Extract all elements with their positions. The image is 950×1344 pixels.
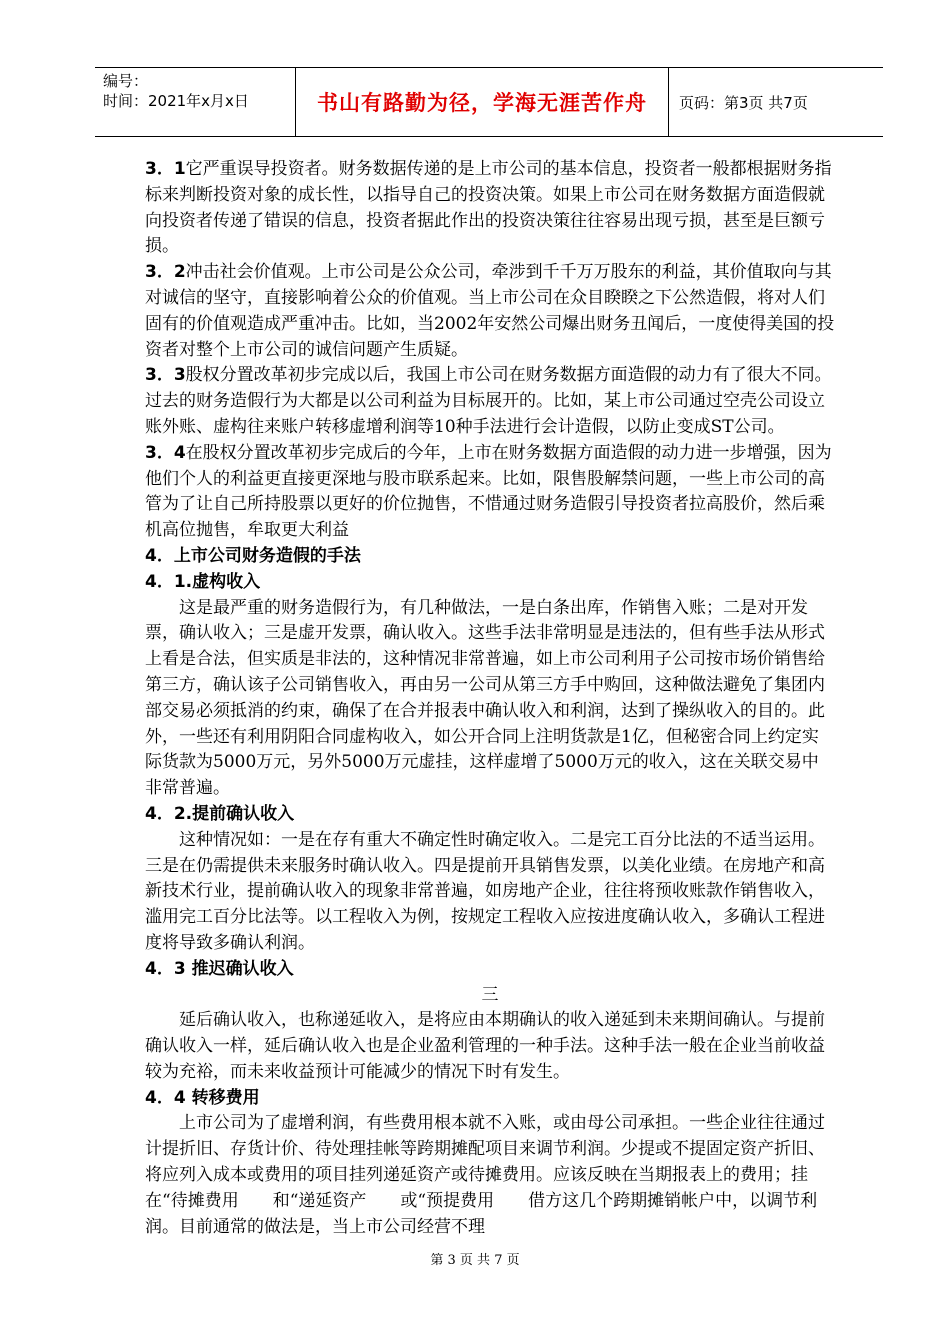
paragraph-text: 在股权分置改革初步完成后的今年，上市在财务数据方面造假的动力进一步增强，因为他们个人的利益更直接更深地与股市联系起来。比如，限售股解禁问题，一些上市公司的高管为了让自己所持股票以更好的价位抛售，不惜通过财务造假引导投资者拉高股价，然后乘机高位抛售，牟取更大利益: [145, 442, 832, 541]
header-meta: [95, 68, 295, 136]
header-page-info: 页码：第3页 共7页: [679, 93, 808, 112]
paragraph-lead: 3．3: [145, 365, 186, 386]
section-4-title: 4．上市公司财务造假的手法: [145, 545, 361, 566]
section-4-3-mark: 三: [481, 984, 499, 1005]
paragraph-text: 它严重误导投资者。财务数据传递的是上市公司的基本信息，投资者一般都根据财务指标来判断投资对象的成长性，以指导自己的投资决策。如果上市公司在财务数据方面造假就向投资者传递了错误的信息，投资者据此作出的投资决策往往容易出现亏损，甚至是巨额亏损。: [145, 159, 832, 257]
section-4-3-text: 延后确认收入，也称递延收入，是将应由本期确认的收入递延到未来期间确认。与提前确认收入一样，延后确认收入也是企业盈利管理的一种手法。这种手法一般在企业当前收益较为充裕，而未来收益预计可能减少的情况下时有发生。: [145, 1010, 825, 1082]
section-4-3-title: 4．3 推迟确认收入: [145, 958, 294, 979]
paragraph-3-3: [145, 363, 835, 440]
paragraph-text: 冲击社会价值观。上市公司是公众公司，牵涉到千千万万股东的利益，其价值取向与其对诚信的坚守，直接影响着公众的价值观。当上市公司在众目睽睽之下公然造假，将对人们固有的价值观造成严重冲击。比如，当2002年安然公司爆出财务丑闻后，一度使得美国的投资者对整个上市公司的诚信问题产生质疑。: [145, 262, 835, 360]
paragraph-lead: 3．1: [145, 159, 186, 179]
page-footer: 第 3 页 共 7 页: [430, 1253, 520, 1268]
section-4-2-title: 4．2.提前确认收入: [145, 803, 295, 824]
time-label: 时间：2021年x月x日: [103, 92, 249, 110]
paragraph-text: 股权分置改革初步完成以后，我国上市公司在财务数据方面造假的动力有了很大不同。过去的财务造假行为大都是以公司利益为目标展开的。比如，某上市公司通过空壳公司设立账外账、虚构往来账户转移虚增利润等10种手法进行会计造假，以防止变成ST公司。: [145, 365, 832, 437]
section-4-1-title: 4．1.虚构收入: [145, 571, 261, 592]
document-body: [145, 157, 835, 1240]
section-4-4-text: 上市公司为了虚增利润，有些费用根本就不入账，或由母公司承担。一些企业往往通过计提折旧、存货计价、待处理挂帐等跨期摊配项目来调节利润。少提或不提固定资产折旧、将应列入成本或费用的项目挂列递延资产或待摊费用。应该反映在当期报表上的费用；挂在“待摊费用 和“递延资产 或“预提费用 借方这几个跨期摊销帐户中，以调节利润。目前通常的做法是，当上市公司经营不理: [145, 1113, 825, 1237]
paragraph-3-1: [145, 157, 835, 260]
paragraph-lead: 3．2: [145, 262, 186, 283]
header-motto: 书山有路勤为径，学海无涯苦作舟: [295, 68, 669, 136]
section-4-2-text: 这种情况如：一是在存有重大不确定性时确定收入。二是完工百分比法的不适当运用。三是在仍需提供未来服务时确认收入。四是提前开具销售发票，以美化业绩。在房地产和高新技术行业，提前确认收入的现象非常普遍，如房地产企业，往往将预收账款作销售收入，滥用完工百分比法等。以工程收入为例，按规定工程收入应按进度确认收入，多确认工程进度将导致多确认利润。: [145, 829, 825, 953]
section-4-1-text: 这是最严重的财务造假行为，有几种做法，一是白条出库，作销售入账；二是对开发票，确认收入；三是虚开发票，确认收入。这些手法非常明显是违法的，但有些手法从形式上看是合法，但实质是非法的，这种情况非常普遍，如上市公司利用子公司按市场价销售给第三方，确认该子公司销售收入，再由另一公司从第三方手中购回，这种做法避免了集团内部交易必须抵消的约束，确保了在合并报表中确认收入和利润，达到了操纵收入的目的。此外，一些还有利用阴阳合同虚构收入，如公开合同上注明货款是1亿，但秘密合同上约定实际货款为5000万元，另外5000万元虚挂，这样虚增了5000万元的收入，这在关联交易中非常普遍。: [145, 597, 825, 799]
paragraph-3-4: [145, 441, 835, 544]
number-label: 编号：: [103, 72, 149, 90]
document-header: [95, 67, 883, 137]
section-4-4-title: 4．4 转移费用: [145, 1087, 260, 1108]
paragraph-lead: 3．4: [145, 442, 186, 463]
paragraph-3-2: [145, 260, 835, 363]
